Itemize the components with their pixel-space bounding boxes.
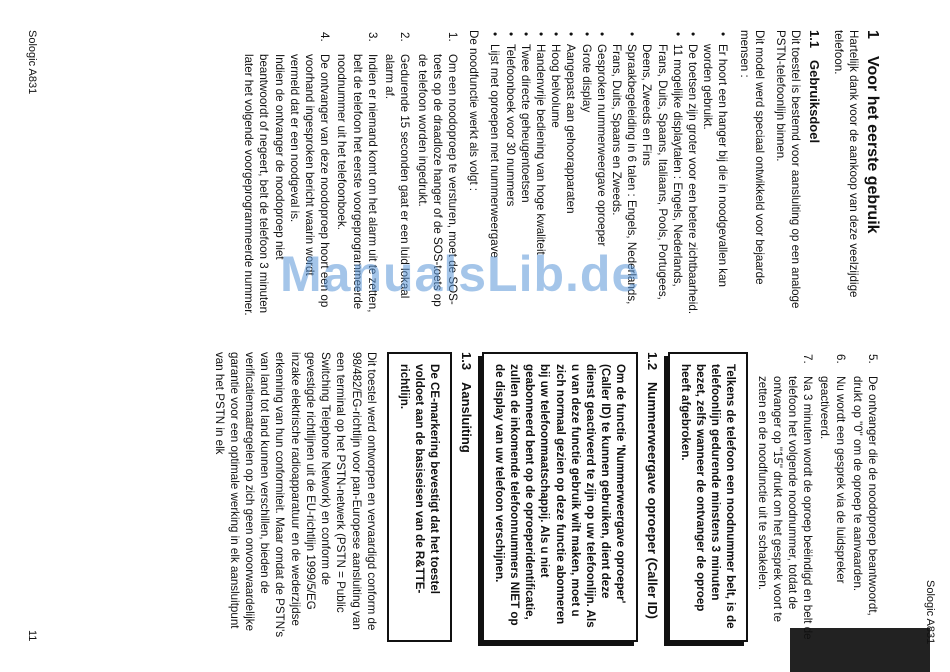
list-item: • Spraakbegeleiding in 6 talen : Engels, Nederlands, Frans, Duits, Spaans en Zweeds. bbox=[609, 30, 639, 320]
list-item: • De toetsen zijn groter voor een betere zichtbaarheid. bbox=[685, 30, 700, 320]
emergency-intro: De noodfunctie werkt als volgt : bbox=[467, 30, 481, 192]
step-item bbox=[817, 352, 847, 642]
section-number: 1.2 bbox=[644, 352, 660, 371]
step-item bbox=[754, 352, 815, 642]
section-heading-1-2 bbox=[644, 352, 659, 642]
intro-text: Hartelijk dank voor de aankoop van deze veelzijdige telefoon. bbox=[831, 30, 860, 298]
purpose-text: Dit toestel is bestemd voor aansluiting op een analoge PSTN-telefoonlijn binnen. bbox=[773, 30, 803, 309]
chapter-title: Voor het eerste gebruik bbox=[864, 56, 881, 234]
section-number: 1.3 bbox=[458, 352, 474, 371]
list-item: • Er hoort een hanger bij die in noodgevallen kan worden gebruikt. bbox=[700, 30, 730, 320]
notice-box-line-busy: Telkens de telefoon een noodnummer belt, is de telefoonlijn gedurende minstens 3 minuten bezet, zelfs wanneer de ontvanger de oproep heeft afgebroken. bbox=[668, 352, 749, 642]
step-number: 3. bbox=[365, 32, 379, 42]
header-model: Sologic A831 bbox=[924, 580, 936, 645]
footer-model: Sologic A831 bbox=[26, 30, 38, 95]
section-title: Nummerweergave oproeper (Caller ID) bbox=[644, 382, 660, 619]
notice-box-ce-marking: De CE-markering bevestigt dat het toestel voldoet aan de basiseisen van de R&TTE-richtlijn. bbox=[387, 352, 453, 642]
step-text: De ontvanger die de noodoproep beantwoordt, drukt op "0" om de oproep te aanvaarden. bbox=[850, 376, 879, 616]
step-text: Om een noodoproep te versturen, moet de SOS-toets op de draadloze hanger of de SOS-toets op de telefoon worden ingedrukt. bbox=[415, 54, 459, 307]
section-title: Aansluiting bbox=[458, 382, 474, 453]
section-title: Gebruiksdoel bbox=[807, 60, 823, 144]
step-continuation: Indien de ontvanger de noodoproep niet beantwoordt of negeert, belt de telefoon 3 minuten later het volgende voorgeprogrammeerde nummer. bbox=[242, 54, 286, 316]
list-item: • Handenvrije bediening van hoge kwaliteit bbox=[533, 30, 548, 320]
step-number: 1. bbox=[445, 32, 459, 42]
connection-text: Dit toestel werd ontworpen en vervaardigd conform de 98/482/EG-richtlijn voor pan-Europese aansluiting van een terminal op het PSTN-netwerk (PSTN = Public Switching Telephone Network) en conform de gevestigde richtlijnen uit de EU-richtlijn 1999/5/EG inzake elektrische radioapparatuur en de wederzijdse erkenning van hun conformiteit. Maar omdat de PSTN's van land tot land kunnen verschillen, bieden de verificatiemaatregelen op zich geen onvoorwaardelijke garantie voor een optimale werking in elk aansluitpunt van het PSTN in elk bbox=[212, 352, 378, 638]
chapter-heading bbox=[865, 30, 880, 320]
emergency-steps-continued bbox=[754, 352, 880, 642]
list-item: • Twee directe geheugentoetsen bbox=[518, 30, 533, 320]
chapter-number: 1 bbox=[864, 30, 881, 39]
step-number: 5. bbox=[866, 354, 879, 364]
step-text: Na 3 minuten wordt de oproep beëindigd en belt de telefoon het volgende noodnummer, totdat de ontvanger op "15" drukt om het gesprek voort te zetten en de noodfunctie uit te schakelen. bbox=[755, 376, 815, 640]
section-heading-1-1 bbox=[807, 30, 822, 320]
step-number: 6. bbox=[833, 354, 847, 364]
section-heading-1-3 bbox=[458, 352, 473, 642]
step-item bbox=[850, 352, 880, 642]
target-users-text: Dit model werd speciaal ontwikkeld voor bejaarde mensen : bbox=[737, 30, 766, 285]
step-number: 4. bbox=[318, 32, 332, 42]
watermark-logo: ManualsLib.de bbox=[280, 246, 641, 302]
list-item: • Telefoonboek voor 30 nummers bbox=[502, 30, 517, 320]
list-item: • Grote display bbox=[578, 30, 593, 320]
section-number: 1.1 bbox=[807, 30, 823, 49]
list-item: • Aangepast aan gehoorapparaten bbox=[563, 30, 578, 320]
right-column bbox=[205, 352, 880, 642]
step-text: Gedurende 15 seconden gaat er een luid lokaal alarm af. bbox=[383, 54, 412, 299]
step-number: 7. bbox=[801, 354, 815, 364]
list-item: • Hoog belvolume bbox=[548, 30, 563, 320]
step-text: Indien er niemand komt om het alarm uit te zetten, belt de telefoon het eerste voorgeprogrammeerde noodnummer uit het telefoonboek. bbox=[335, 54, 379, 313]
list-item: • Gesproken nummerweergave oproeper bbox=[594, 30, 609, 320]
step-number: 2. bbox=[398, 32, 412, 42]
step-text: Nu wordt een gesprek via de luidspreker geactiveerd. bbox=[818, 376, 847, 584]
list-item: • Lijst met oproepen met nummerweergave bbox=[487, 30, 502, 320]
list-item: • 11 mogelijke displaytalen : Engels, Nederlands, Frans, Duits, Spaans, Italiaans, Pools, Portugees, Deens, Zweeds en Fins bbox=[639, 30, 685, 320]
notice-box-caller-id: Om de functie 'Nummerweergave oproeper' (Caller ID) te kunnen gebruiken, dient deze dienst geactiveerd te zijn op uw telefoonlijn. Als u van deze functie gebruik wilt maken, moet u zich normaal gezien op deze functie abonneren bij uw telefoonmaatschappij. Als u niet geabonneerd bent op de oproeperidentificatie, zullen de inkomende telefoonnummers NIET op de display van uw telefoon verschijnen. bbox=[482, 352, 639, 642]
step-text: De ontvanger van deze noodoproep hoort een op voorhand ingesproken bericht waarin wordt vermeld dat er een noodgeval is. bbox=[287, 54, 332, 308]
page-number: 11 bbox=[26, 630, 38, 642]
